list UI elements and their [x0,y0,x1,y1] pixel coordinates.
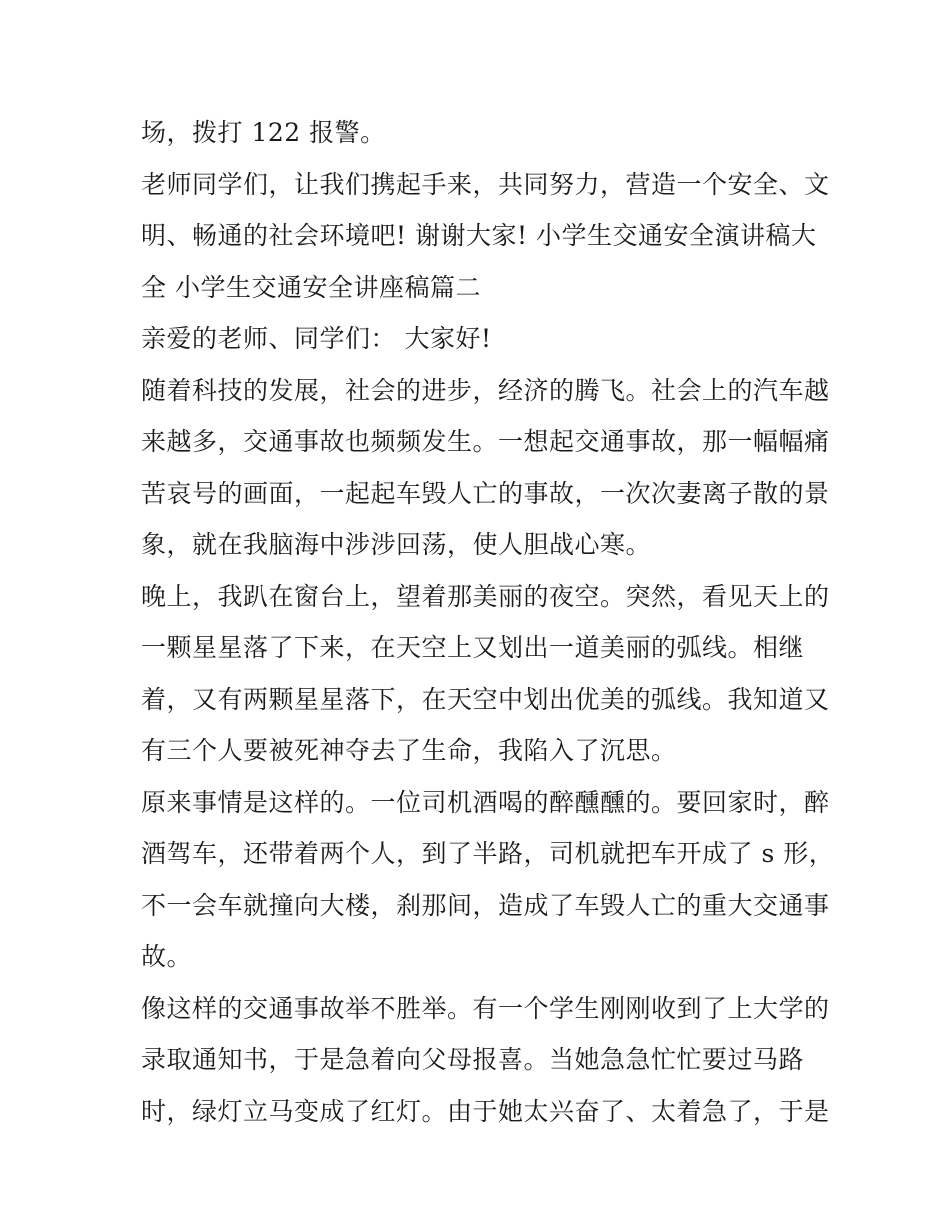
text-line: 故。 [141,942,193,971]
text-line: 象，就在我脑海中涉涉回荡，使人胆战心寒。 [141,530,652,559]
text-line: 亲爱的老师、同学们： 大家好! [141,324,492,353]
text-line: 着，又有两颗星星落下，在天空中划出优美的弧线。我知道又 [141,684,830,714]
text-line: 老师同学们，让我们携起手来，共同努力，营造一个安全、文 [141,169,830,199]
text-line: 晚上，我趴在窗台上，望着那美丽的夜空。突然，看见天上的 [141,581,830,611]
document-body [141,107,835,1137]
text-line: 原来事情是这样的。一位司机酒喝的醉醺醺的。要回家时，醉 [141,787,830,817]
text-line: 录取通知书，于是急着向父母报喜。当她急急忙忙要过马路 [141,1045,805,1074]
text-line: 全 小学生交通安全讲座稿篇二 [141,272,481,302]
text-line: 不一会车就撞向大楼，刹那间，造成了车毁人亡的重大交通事 [141,890,830,920]
text-line: 来越多，交通事故也频频发生。一想起交通事故，那一幅幅痛 [141,427,830,456]
text-line: 酒驾车，还带着两个人，到了半路，司机就把车开成了 s 形， [141,839,835,868]
text-line: 一颗星星落了下来，在天空上又划出一道美丽的弧线。相继 [141,633,805,662]
text-line: 随着科技的发展，社会的进步，经济的腾飞。社会上的汽车越 [141,375,830,405]
text-line: 场，拨打 122 报警。 [141,118,386,147]
text-line: 苦哀号的画面，一起起车毁人亡的事故，一次次妻离子散的景 [141,478,830,508]
text-line: 像这样的交通事故举不胜举。有一个学生刚刚收到了上大学的 [141,993,830,1023]
text-line: 明、畅通的社会环境吧! 谢谢大家! 小学生交通安全演讲稿大 [141,221,817,250]
text-line: 时，绿灯立马变成了红灯。由于她太兴奋了、太着急了，于是 [141,1096,830,1126]
text-line: 有三个人要被死神夺去了生命，我陷入了沉思。 [141,736,677,765]
